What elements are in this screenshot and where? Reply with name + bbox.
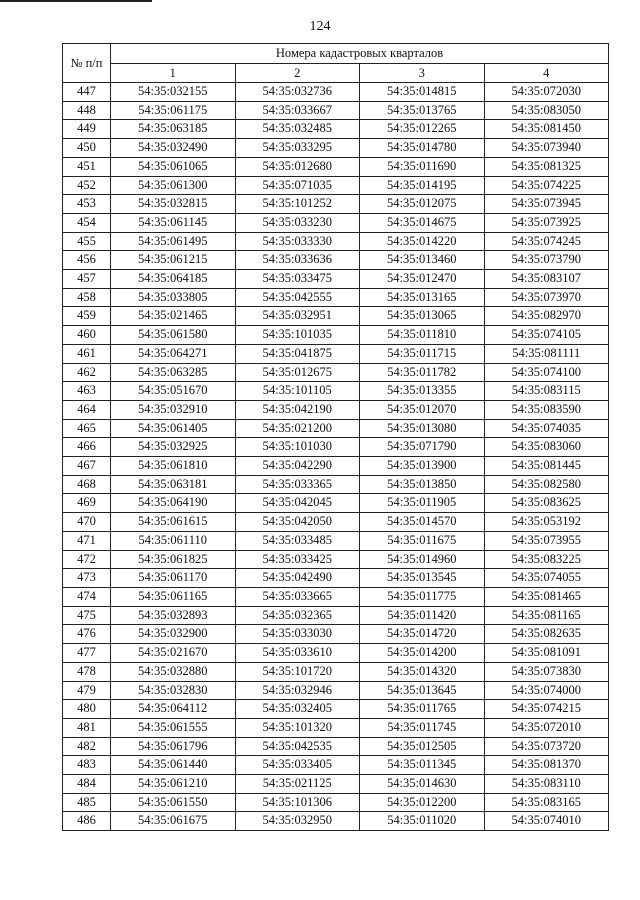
cadastral-cell-col4: 54:35:072030 bbox=[484, 83, 609, 102]
row-number-cell: 466 bbox=[63, 438, 111, 457]
cadastral-cell-col1: 54:35:064190 bbox=[111, 494, 236, 513]
row-number-cell: 483 bbox=[63, 756, 111, 775]
cadastral-cell-col1: 54:35:021670 bbox=[111, 644, 236, 663]
cadastral-cell-col2: 54:35:033610 bbox=[235, 644, 360, 663]
cadastral-cell-col3: 54:35:013355 bbox=[360, 382, 485, 401]
row-number-cell: 482 bbox=[63, 737, 111, 756]
row-number-cell: 468 bbox=[63, 475, 111, 494]
cadastral-cell-col2: 54:35:042050 bbox=[235, 513, 360, 532]
cadastral-cell-col4: 54:35:073925 bbox=[484, 213, 609, 232]
cadastral-cell-col3: 54:35:014815 bbox=[360, 83, 485, 102]
cadastral-cell-col1: 54:35:061615 bbox=[111, 513, 236, 532]
cadastral-cell-col1: 54:35:061165 bbox=[111, 587, 236, 606]
table-row bbox=[63, 288, 609, 307]
cadastral-cell-col4: 54:35:081465 bbox=[484, 587, 609, 606]
cadastral-cell-col1: 54:35:063181 bbox=[111, 475, 236, 494]
cadastral-cell-col2: 54:35:032946 bbox=[235, 681, 360, 700]
top-left-mark bbox=[0, 0, 152, 2]
row-number-cell: 481 bbox=[63, 718, 111, 737]
cadastral-cell-col4: 54:35:074100 bbox=[484, 363, 609, 382]
cadastral-cell-col4: 54:35:083050 bbox=[484, 101, 609, 120]
cadastral-cell-col2: 54:35:101030 bbox=[235, 438, 360, 457]
cadastral-cell-col2: 54:35:101035 bbox=[235, 326, 360, 345]
table-row bbox=[63, 344, 609, 363]
table-row bbox=[63, 775, 609, 794]
cadastral-cell-col4: 54:35:053192 bbox=[484, 513, 609, 532]
row-number-cell: 484 bbox=[63, 775, 111, 794]
cadastral-cell-col4: 54:35:081450 bbox=[484, 120, 609, 139]
cadastral-cell-col4: 54:35:073790 bbox=[484, 251, 609, 270]
row-number-cell: 450 bbox=[63, 139, 111, 158]
cadastral-cell-col2: 54:35:042555 bbox=[235, 288, 360, 307]
row-number-cell: 471 bbox=[63, 531, 111, 550]
cadastral-cell-col2: 54:35:042190 bbox=[235, 400, 360, 419]
cadastral-cell-col2: 54:35:071035 bbox=[235, 176, 360, 195]
cadastral-cell-col3: 54:35:013165 bbox=[360, 288, 485, 307]
cadastral-cell-col3: 54:35:014630 bbox=[360, 775, 485, 794]
table-row bbox=[63, 232, 609, 251]
table-row bbox=[63, 494, 609, 513]
cadastral-cell-col2: 54:35:033030 bbox=[235, 625, 360, 644]
table-row bbox=[63, 251, 609, 270]
cadastral-cell-col2: 54:35:042045 bbox=[235, 494, 360, 513]
cadastral-cell-col3: 54:35:013645 bbox=[360, 681, 485, 700]
table-row bbox=[63, 513, 609, 532]
table-row bbox=[63, 625, 609, 644]
table-row bbox=[63, 606, 609, 625]
table-row bbox=[63, 195, 609, 214]
cadastral-cell-col1: 54:35:061405 bbox=[111, 419, 236, 438]
cadastral-cell-col3: 54:35:014675 bbox=[360, 213, 485, 232]
row-number-cell: 455 bbox=[63, 232, 111, 251]
cadastral-cell-col3: 54:35:014320 bbox=[360, 662, 485, 681]
cadastral-cell-col1: 54:35:061796 bbox=[111, 737, 236, 756]
cadastral-cell-col1: 54:35:061145 bbox=[111, 213, 236, 232]
row-number-cell: 474 bbox=[63, 587, 111, 606]
row-number-cell: 459 bbox=[63, 307, 111, 326]
cadastral-cell-col3: 54:35:011765 bbox=[360, 700, 485, 719]
cadastral-cell-col4: 54:35:083115 bbox=[484, 382, 609, 401]
cadastral-cell-col4: 54:35:083590 bbox=[484, 400, 609, 419]
cadastral-cell-col3: 54:35:012505 bbox=[360, 737, 485, 756]
row-number-cell: 451 bbox=[63, 157, 111, 176]
cadastral-cell-col4: 54:35:083060 bbox=[484, 438, 609, 457]
cadastral-cell-col3: 54:35:013850 bbox=[360, 475, 485, 494]
row-number-cell: 454 bbox=[63, 213, 111, 232]
cadastral-cell-col3: 54:35:011782 bbox=[360, 363, 485, 382]
cadastral-cell-col3: 54:35:013065 bbox=[360, 307, 485, 326]
cadastral-cell-col2: 54:35:032951 bbox=[235, 307, 360, 326]
cadastral-cell-col3: 54:35:013765 bbox=[360, 101, 485, 120]
cadastral-cell-col3: 54:35:012200 bbox=[360, 793, 485, 812]
cadastral-cell-col2: 54:35:012675 bbox=[235, 363, 360, 382]
cadastral-cell-col2: 54:35:033665 bbox=[235, 587, 360, 606]
row-number-cell: 452 bbox=[63, 176, 111, 195]
cadastral-cell-col2: 54:35:032485 bbox=[235, 120, 360, 139]
column-number-3: 3 bbox=[360, 64, 485, 83]
cadastral-cell-col3: 54:35:014720 bbox=[360, 625, 485, 644]
table-row bbox=[63, 270, 609, 289]
row-number-cell: 467 bbox=[63, 457, 111, 476]
cadastral-cell-col3: 54:35:014780 bbox=[360, 139, 485, 158]
row-number-cell: 478 bbox=[63, 662, 111, 681]
cadastral-cell-col2: 54:35:032405 bbox=[235, 700, 360, 719]
cadastral-cell-col2: 54:35:012680 bbox=[235, 157, 360, 176]
cadastral-cell-col1: 54:35:061170 bbox=[111, 569, 236, 588]
row-number-cell: 486 bbox=[63, 812, 111, 831]
cadastral-cell-col2: 54:35:032736 bbox=[235, 83, 360, 102]
table-row bbox=[63, 139, 609, 158]
cadastral-cell-col1: 54:35:032830 bbox=[111, 681, 236, 700]
table-row bbox=[63, 438, 609, 457]
cadastral-cell-col2: 54:35:101306 bbox=[235, 793, 360, 812]
cadastral-cell-col2: 54:35:033475 bbox=[235, 270, 360, 289]
page-number: 124 bbox=[309, 19, 331, 34]
cadastral-cell-col2: 54:35:033405 bbox=[235, 756, 360, 775]
row-number-cell: 479 bbox=[63, 681, 111, 700]
table-row bbox=[63, 531, 609, 550]
cadastral-cell-col2: 54:35:033425 bbox=[235, 550, 360, 569]
cadastral-cell-col1: 54:35:032155 bbox=[111, 83, 236, 102]
table-row bbox=[63, 550, 609, 569]
table-row bbox=[63, 457, 609, 476]
cadastral-cell-col1: 54:35:061300 bbox=[111, 176, 236, 195]
cadastral-cell-col1: 54:35:051670 bbox=[111, 382, 236, 401]
cadastral-cell-col4: 54:35:072010 bbox=[484, 718, 609, 737]
table-row bbox=[63, 700, 609, 719]
cadastral-cell-col1: 54:35:064112 bbox=[111, 700, 236, 719]
cadastral-cell-col1: 54:35:061495 bbox=[111, 232, 236, 251]
cadastral-cell-col4: 54:35:073830 bbox=[484, 662, 609, 681]
column-number-4: 4 bbox=[484, 64, 609, 83]
cadastral-cell-col3: 54:35:014220 bbox=[360, 232, 485, 251]
cadastral-cell-col2: 54:35:033330 bbox=[235, 232, 360, 251]
cadastral-cell-col4: 54:35:083165 bbox=[484, 793, 609, 812]
table-row bbox=[63, 213, 609, 232]
row-number-cell: 485 bbox=[63, 793, 111, 812]
cadastral-cell-col4: 54:35:074245 bbox=[484, 232, 609, 251]
cadastral-cell-col3: 54:35:014570 bbox=[360, 513, 485, 532]
table-row bbox=[63, 737, 609, 756]
cadastral-cell-col1: 54:35:064185 bbox=[111, 270, 236, 289]
cadastral-cell-col3: 54:35:013900 bbox=[360, 457, 485, 476]
cadastral-cell-col1: 54:35:032893 bbox=[111, 606, 236, 625]
cadastral-cell-col1: 54:35:064271 bbox=[111, 344, 236, 363]
cadastral-cell-col2: 54:35:032950 bbox=[235, 812, 360, 831]
cadastral-cell-col3: 54:35:013460 bbox=[360, 251, 485, 270]
cadastral-cell-col1: 54:35:061110 bbox=[111, 531, 236, 550]
cadastral-cell-col1: 54:35:061210 bbox=[111, 775, 236, 794]
table-row bbox=[63, 569, 609, 588]
cadastral-cell-col1: 54:35:032815 bbox=[111, 195, 236, 214]
row-number-cell: 477 bbox=[63, 644, 111, 663]
cadastral-cell-col2: 54:35:033667 bbox=[235, 101, 360, 120]
row-number-cell: 463 bbox=[63, 382, 111, 401]
cadastral-cell-col4: 54:35:081111 bbox=[484, 344, 609, 363]
cadastral-cell-col4: 54:35:082970 bbox=[484, 307, 609, 326]
cadastral-cell-col1: 54:35:061440 bbox=[111, 756, 236, 775]
cadastral-cell-col2: 54:35:033485 bbox=[235, 531, 360, 550]
cadastral-cell-col1: 54:35:032910 bbox=[111, 400, 236, 419]
cadastral-cell-col4: 54:35:074000 bbox=[484, 681, 609, 700]
cadastral-table bbox=[62, 43, 609, 831]
cadastral-cell-col4: 54:35:073720 bbox=[484, 737, 609, 756]
cadastral-cell-col2: 54:35:041875 bbox=[235, 344, 360, 363]
cadastral-cell-col3: 54:35:014195 bbox=[360, 176, 485, 195]
table-row bbox=[63, 101, 609, 120]
cadastral-cell-col3: 54:35:011420 bbox=[360, 606, 485, 625]
cadastral-cell-col4: 54:35:083625 bbox=[484, 494, 609, 513]
cadastral-cell-col4: 54:35:081091 bbox=[484, 644, 609, 663]
cadastral-cell-col1: 54:35:061580 bbox=[111, 326, 236, 345]
row-number-cell: 473 bbox=[63, 569, 111, 588]
cadastral-cell-col1: 54:35:032900 bbox=[111, 625, 236, 644]
table-row bbox=[63, 662, 609, 681]
table-row bbox=[63, 475, 609, 494]
table-row bbox=[63, 382, 609, 401]
table-row bbox=[63, 176, 609, 195]
table-row bbox=[63, 793, 609, 812]
cadastral-cell-col3: 54:35:071790 bbox=[360, 438, 485, 457]
table-row bbox=[63, 587, 609, 606]
column-number-1: 1 bbox=[111, 64, 236, 83]
cadastral-cell-col2: 54:35:032365 bbox=[235, 606, 360, 625]
row-number-cell: 461 bbox=[63, 344, 111, 363]
cadastral-cell-col4: 54:35:074010 bbox=[484, 812, 609, 831]
cadastral-cell-col2: 54:35:042290 bbox=[235, 457, 360, 476]
row-number-cell: 453 bbox=[63, 195, 111, 214]
table-row bbox=[63, 363, 609, 382]
row-number-cell: 457 bbox=[63, 270, 111, 289]
row-number-cell: 448 bbox=[63, 101, 111, 120]
cadastral-cell-col2: 54:35:101252 bbox=[235, 195, 360, 214]
table-row bbox=[63, 83, 609, 102]
cadastral-cell-col1: 54:35:061215 bbox=[111, 251, 236, 270]
row-number-cell: 472 bbox=[63, 550, 111, 569]
row-number-cell: 470 bbox=[63, 513, 111, 532]
column-number-2: 2 bbox=[235, 64, 360, 83]
table-row bbox=[63, 681, 609, 700]
cadastral-cell-col2: 54:35:033365 bbox=[235, 475, 360, 494]
cadastral-cell-col1: 54:35:032925 bbox=[111, 438, 236, 457]
row-number-header: № п/п bbox=[63, 44, 111, 83]
cadastral-cell-col1: 54:35:061825 bbox=[111, 550, 236, 569]
cadastral-cell-col1: 54:35:032880 bbox=[111, 662, 236, 681]
cadastral-cell-col3: 54:35:011690 bbox=[360, 157, 485, 176]
row-number-cell: 476 bbox=[63, 625, 111, 644]
cadastral-cell-col3: 54:35:014960 bbox=[360, 550, 485, 569]
table-row bbox=[63, 419, 609, 438]
cadastral-cell-col3: 54:35:011810 bbox=[360, 326, 485, 345]
cadastral-cell-col4: 54:35:081325 bbox=[484, 157, 609, 176]
cadastral-cell-col4: 54:35:073945 bbox=[484, 195, 609, 214]
cadastral-cell-col3: 54:35:011675 bbox=[360, 531, 485, 550]
cadastral-cell-col4: 54:35:074225 bbox=[484, 176, 609, 195]
cadastral-cell-col4: 54:35:083107 bbox=[484, 270, 609, 289]
cadastral-cell-col1: 54:35:032490 bbox=[111, 139, 236, 158]
cadastral-cell-col2: 54:35:101720 bbox=[235, 662, 360, 681]
cadastral-cell-col4: 54:35:073940 bbox=[484, 139, 609, 158]
cadastral-cell-col1: 54:35:063185 bbox=[111, 120, 236, 139]
cadastral-cell-col4: 54:35:083225 bbox=[484, 550, 609, 569]
row-number-cell: 462 bbox=[63, 363, 111, 382]
cadastral-cell-col4: 54:35:073955 bbox=[484, 531, 609, 550]
table-row bbox=[63, 307, 609, 326]
cadastral-cell-col3: 54:35:012070 bbox=[360, 400, 485, 419]
row-number-cell: 456 bbox=[63, 251, 111, 270]
table-row bbox=[63, 157, 609, 176]
cadastral-cell-col1: 54:35:021465 bbox=[111, 307, 236, 326]
cadastral-cell-col2: 54:35:042490 bbox=[235, 569, 360, 588]
cadastral-cell-col3: 54:35:011905 bbox=[360, 494, 485, 513]
cadastral-cell-col3: 54:35:012470 bbox=[360, 270, 485, 289]
cadastral-cell-col3: 54:35:012265 bbox=[360, 120, 485, 139]
table-row bbox=[63, 756, 609, 775]
row-number-cell: 475 bbox=[63, 606, 111, 625]
cadastral-cell-col4: 54:35:082580 bbox=[484, 475, 609, 494]
row-number-cell: 460 bbox=[63, 326, 111, 345]
cadastral-cell-col2: 54:35:101105 bbox=[235, 382, 360, 401]
cadastral-cell-col4: 54:35:082635 bbox=[484, 625, 609, 644]
cadastral-cell-col4: 54:35:083110 bbox=[484, 775, 609, 794]
cadastral-cell-col2: 54:35:042535 bbox=[235, 737, 360, 756]
cadastral-cell-col1: 54:35:061065 bbox=[111, 157, 236, 176]
cadastral-cell-col3: 54:35:013080 bbox=[360, 419, 485, 438]
cadastral-cell-col2: 54:35:033636 bbox=[235, 251, 360, 270]
cadastral-cell-col1: 54:35:061550 bbox=[111, 793, 236, 812]
table-row bbox=[63, 812, 609, 831]
row-number-cell: 465 bbox=[63, 419, 111, 438]
cadastral-cell-col4: 54:35:074215 bbox=[484, 700, 609, 719]
cadastral-cell-col2: 54:35:033230 bbox=[235, 213, 360, 232]
table-row bbox=[63, 400, 609, 419]
row-number-cell: 447 bbox=[63, 83, 111, 102]
cadastral-cell-col4: 54:35:081165 bbox=[484, 606, 609, 625]
cadastral-cell-col4: 54:35:081445 bbox=[484, 457, 609, 476]
cadastral-cell-col3: 54:35:011345 bbox=[360, 756, 485, 775]
cadastral-cell-col2: 54:35:033295 bbox=[235, 139, 360, 158]
cadastral-cell-col3: 54:35:011020 bbox=[360, 812, 485, 831]
cadastral-cell-col1: 54:35:063285 bbox=[111, 363, 236, 382]
cadastral-cell-col1: 54:35:061555 bbox=[111, 718, 236, 737]
cadastral-cell-col3: 54:35:014200 bbox=[360, 644, 485, 663]
table-row bbox=[63, 326, 609, 345]
table-row bbox=[63, 120, 609, 139]
cadastral-cell-col2: 54:35:021125 bbox=[235, 775, 360, 794]
cadastral-cell-col3: 54:35:012075 bbox=[360, 195, 485, 214]
row-number-cell: 464 bbox=[63, 400, 111, 419]
cadastral-cell-col4: 54:35:074055 bbox=[484, 569, 609, 588]
cadastral-cell-col2: 54:35:101320 bbox=[235, 718, 360, 737]
cadastral-cell-col3: 54:35:013545 bbox=[360, 569, 485, 588]
cadastral-cell-col3: 54:35:011745 bbox=[360, 718, 485, 737]
cadastral-cell-col4: 54:35:081370 bbox=[484, 756, 609, 775]
cadastral-cell-col1: 54:35:061675 bbox=[111, 812, 236, 831]
table-row bbox=[63, 718, 609, 737]
cadastral-cell-col4: 54:35:074105 bbox=[484, 326, 609, 345]
row-number-cell: 458 bbox=[63, 288, 111, 307]
group-header: Номера кадастровых кварталов bbox=[111, 44, 609, 64]
cadastral-cell-col1: 54:35:061810 bbox=[111, 457, 236, 476]
cadastral-cell-col2: 54:35:021200 bbox=[235, 419, 360, 438]
cadastral-cell-col4: 54:35:074035 bbox=[484, 419, 609, 438]
cadastral-cell-col4: 54:35:073970 bbox=[484, 288, 609, 307]
row-number-cell: 480 bbox=[63, 700, 111, 719]
cadastral-cell-col3: 54:35:011775 bbox=[360, 587, 485, 606]
cadastral-cell-col1: 54:35:061175 bbox=[111, 101, 236, 120]
table-body bbox=[63, 83, 609, 831]
row-number-cell: 449 bbox=[63, 120, 111, 139]
table-row bbox=[63, 644, 609, 663]
cadastral-cell-col3: 54:35:011715 bbox=[360, 344, 485, 363]
cadastral-cell-col1: 54:35:033805 bbox=[111, 288, 236, 307]
row-number-cell: 469 bbox=[63, 494, 111, 513]
